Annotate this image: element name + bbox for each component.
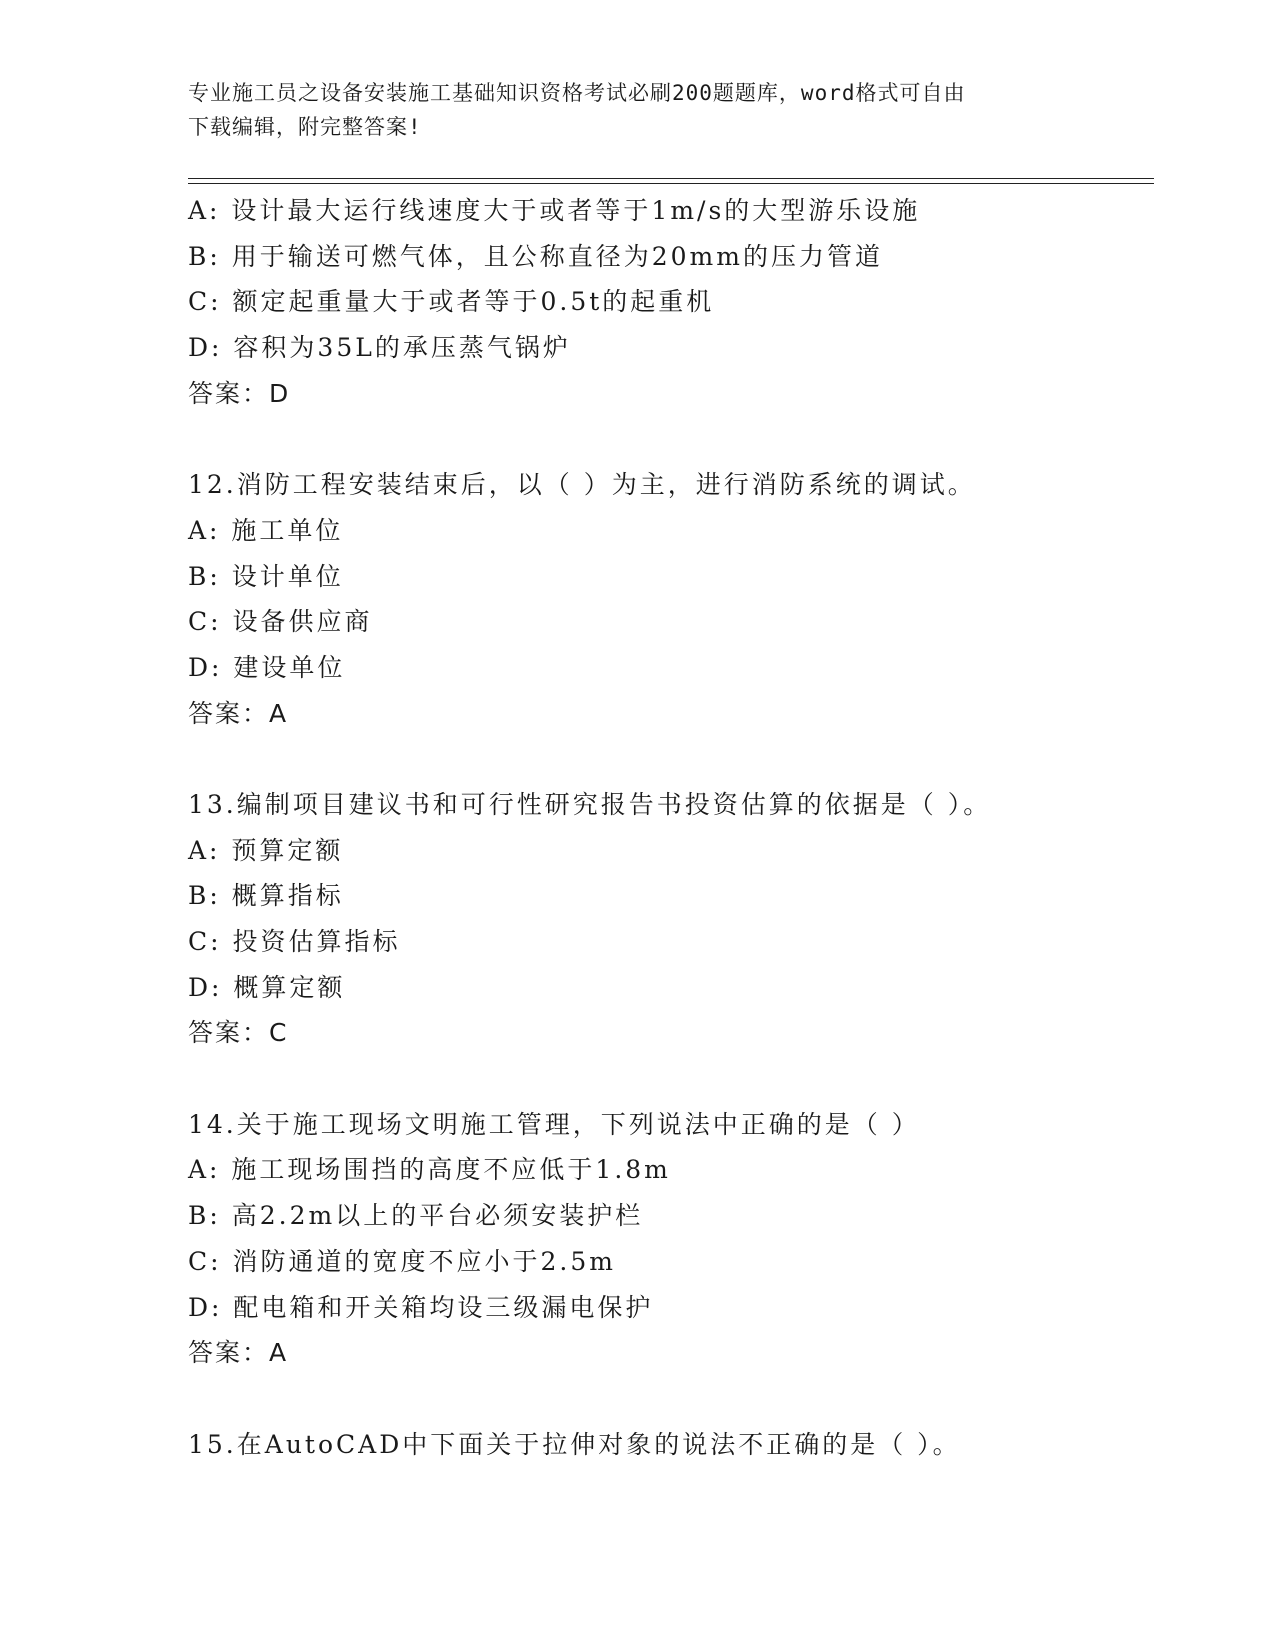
answer-line: 答案：C bbox=[188, 1018, 289, 1048]
option-a: A: 施工单位 bbox=[188, 515, 344, 545]
header-divider-bottom bbox=[188, 183, 1154, 184]
option-a: A: 预算定额 bbox=[188, 835, 344, 865]
option-d: D: 概算定额 bbox=[188, 972, 346, 1002]
option-b: B: 设计单位 bbox=[188, 561, 344, 591]
answer-line: 答案：D bbox=[188, 378, 291, 408]
question-list bbox=[188, 188, 1148, 1467]
option-b: B: 用于输送可燃气体，且公称直径为20mm的压力管道 bbox=[188, 241, 883, 271]
spacer bbox=[188, 416, 1148, 462]
option-c: C: 投资估算指标 bbox=[188, 927, 401, 956]
header-line-1: 专业施工员之设备安装施工基础知识资格考试必刷200题题库，word格式可自由 bbox=[188, 81, 966, 105]
question-text: 14.关于施工现场文明施工管理，下列说法中正确的是（ ） bbox=[188, 1109, 920, 1139]
answer-line: 答案：A bbox=[188, 1338, 289, 1368]
question-text: 12.消防工程安装结束后，以（ ）为主，进行消防系统的调试。 bbox=[188, 470, 976, 500]
option-c: C: 消防通道的宽度不应小于2.5m bbox=[188, 1246, 616, 1276]
option-c: C: 额定起重量大于或者等于0.5t的起重机 bbox=[188, 287, 715, 317]
answer-line: 答案：A bbox=[188, 698, 289, 728]
option-d: D: 建设单位 bbox=[188, 652, 346, 682]
question-12 bbox=[188, 462, 1148, 736]
spacer bbox=[188, 1056, 1148, 1102]
question-11 bbox=[188, 188, 1148, 416]
option-b: B: 概算指标 bbox=[188, 881, 344, 911]
option-a: A: 设计最大运行线速度大于或者等于1m/s的大型游乐设施 bbox=[188, 196, 921, 225]
question-text: 15.在AutoCAD中下面关于拉伸对象的说法不正确的是（ ）。 bbox=[188, 1429, 961, 1459]
option-b: B: 高2.2m以上的平台必须安装护栏 bbox=[188, 1201, 644, 1231]
question-13 bbox=[188, 782, 1148, 1056]
question-15 bbox=[188, 1422, 1148, 1468]
option-c: C: 设备供应商 bbox=[188, 607, 373, 637]
option-a: A: 施工现场围挡的高度不应低于1.8m bbox=[188, 1155, 671, 1185]
header-line-2: 下载编辑，附完整答案! bbox=[188, 115, 422, 139]
option-d: D: 容积为35L的承压蒸气锅炉 bbox=[188, 333, 571, 363]
question-text: 13.编制项目建议书和可行性研究报告书投资估算的依据是（ ）。 bbox=[188, 789, 992, 819]
spacer bbox=[188, 1376, 1148, 1422]
question-14 bbox=[188, 1102, 1148, 1376]
document-header bbox=[188, 76, 1088, 144]
header-divider-top bbox=[188, 178, 1154, 179]
spacer bbox=[188, 736, 1148, 782]
option-d: D: 配电箱和开关箱均设三级漏电保护 bbox=[188, 1292, 654, 1322]
